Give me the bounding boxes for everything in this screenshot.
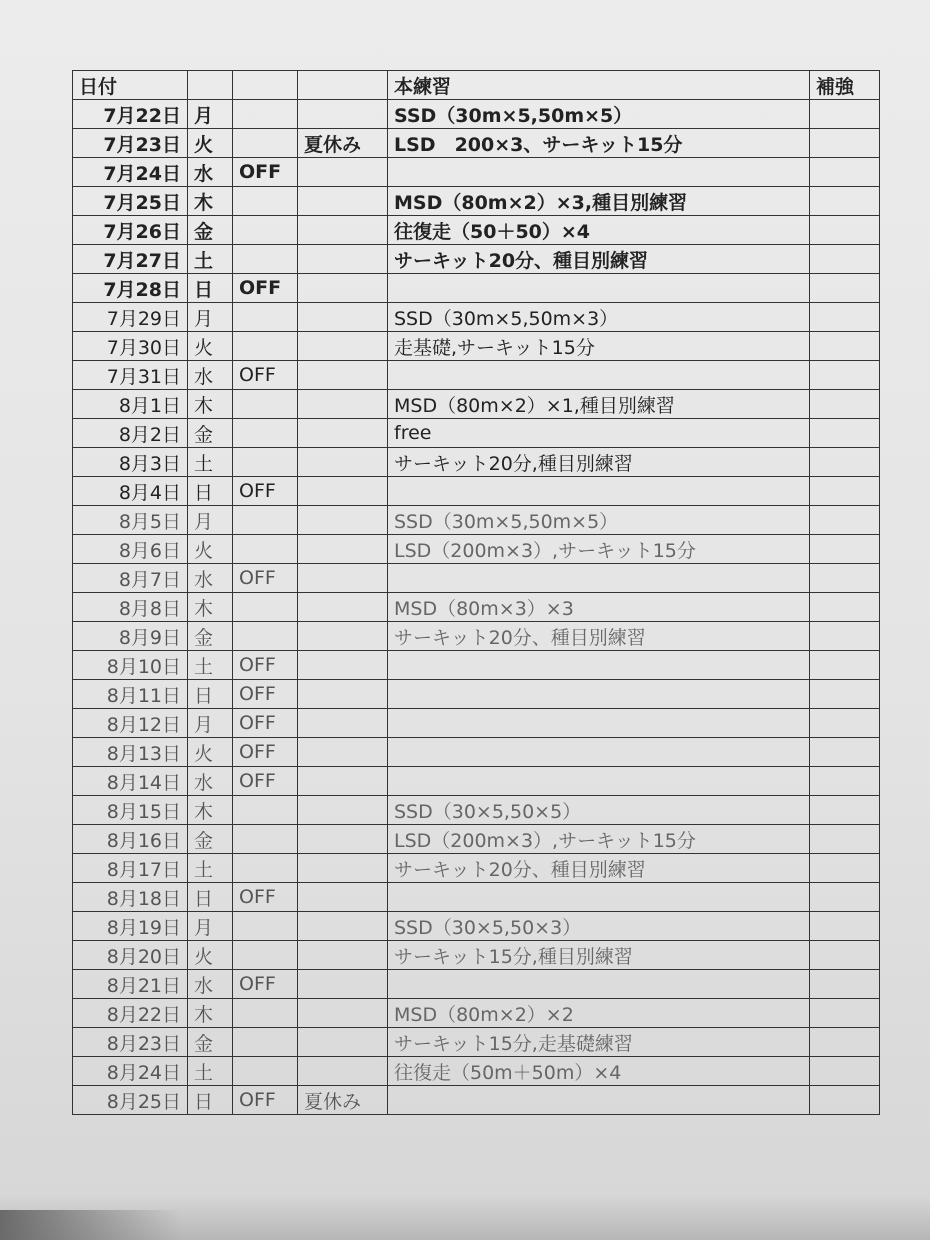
row-off-mark: OFF	[233, 651, 298, 680]
row-off-mark	[233, 129, 298, 158]
row-note	[298, 332, 388, 361]
row-off-mark: OFF	[233, 1086, 298, 1115]
row-date: 8月21日	[73, 970, 188, 999]
row-main-practice	[388, 767, 810, 796]
row-supplement	[810, 1057, 880, 1086]
row-main-practice: SSD（30m×5,50m×5）	[388, 506, 810, 535]
row-main-practice	[388, 970, 810, 999]
row-note	[298, 419, 388, 448]
row-note	[298, 216, 388, 245]
row-supplement	[810, 100, 880, 129]
row-note	[298, 564, 388, 593]
table-row	[73, 680, 880, 709]
row-main-practice: SSD（30×5,50×5）	[388, 796, 810, 825]
row-supplement	[810, 564, 880, 593]
row-supplement	[810, 332, 880, 361]
row-date: 7月28日	[73, 274, 188, 303]
table-row	[73, 564, 880, 593]
row-main-practice: SSD（30×5,50×3）	[388, 912, 810, 941]
row-supplement	[810, 448, 880, 477]
row-note: 夏休み	[298, 129, 388, 158]
row-note	[298, 738, 388, 767]
row-day: 水	[188, 361, 233, 390]
photo-corner-shadow	[0, 1210, 180, 1240]
row-date: 8月8日	[73, 593, 188, 622]
table-row	[73, 738, 880, 767]
row-main-practice	[388, 1086, 810, 1115]
row-note	[298, 709, 388, 738]
row-main-practice: LSD（200m×3）,サーキット15分	[388, 825, 810, 854]
row-day: 水	[188, 564, 233, 593]
row-off-mark	[233, 448, 298, 477]
header-row	[73, 71, 880, 100]
row-date: 8月4日	[73, 477, 188, 506]
row-day: 木	[188, 999, 233, 1028]
row-main-practice	[388, 158, 810, 187]
row-off-mark: OFF	[233, 709, 298, 738]
row-main-practice: サーキット15分,走基礎練習	[388, 1028, 810, 1057]
row-date: 8月5日	[73, 506, 188, 535]
row-day: 火	[188, 332, 233, 361]
table-row	[73, 883, 880, 912]
row-supplement	[810, 158, 880, 187]
row-date: 8月14日	[73, 767, 188, 796]
row-off-mark	[233, 535, 298, 564]
row-day: 火	[188, 941, 233, 970]
row-date: 8月20日	[73, 941, 188, 970]
row-supplement	[810, 303, 880, 332]
table-row	[73, 216, 880, 245]
row-day: 日	[188, 883, 233, 912]
row-date: 8月7日	[73, 564, 188, 593]
row-day: 火	[188, 129, 233, 158]
table-row	[73, 999, 880, 1028]
row-note	[298, 796, 388, 825]
row-supplement	[810, 680, 880, 709]
row-date: 8月15日	[73, 796, 188, 825]
row-main-practice: MSD（80m×3）×3	[388, 593, 810, 622]
row-date: 8月18日	[73, 883, 188, 912]
row-off-mark	[233, 796, 298, 825]
row-date: 8月9日	[73, 622, 188, 651]
row-main-practice: 往復走（50＋50）×4	[388, 216, 810, 245]
row-date: 8月23日	[73, 1028, 188, 1057]
header-main-practice: 本練習	[388, 71, 810, 100]
row-supplement	[810, 854, 880, 883]
row-note	[298, 970, 388, 999]
row-main-practice	[388, 361, 810, 390]
header-note	[298, 71, 388, 100]
row-main-practice: SSD（30m×5,50m×5）	[388, 100, 810, 129]
table-row	[73, 419, 880, 448]
table-row	[73, 854, 880, 883]
row-note	[298, 680, 388, 709]
row-off-mark	[233, 506, 298, 535]
row-day: 金	[188, 622, 233, 651]
row-day: 土	[188, 245, 233, 274]
header-supplement: 補強	[810, 71, 880, 100]
row-date: 7月27日	[73, 245, 188, 274]
table-row	[73, 158, 880, 187]
row-day: 金	[188, 1028, 233, 1057]
row-off-mark	[233, 854, 298, 883]
header-off	[233, 71, 298, 100]
row-note	[298, 448, 388, 477]
row-off-mark	[233, 303, 298, 332]
row-off-mark	[233, 622, 298, 651]
table-row	[73, 129, 880, 158]
row-supplement	[810, 477, 880, 506]
row-note	[298, 506, 388, 535]
row-supplement	[810, 622, 880, 651]
row-supplement	[810, 825, 880, 854]
row-date: 7月26日	[73, 216, 188, 245]
row-main-practice	[388, 477, 810, 506]
row-main-practice	[388, 738, 810, 767]
row-main-practice: LSD 200×3、サーキット15分	[388, 129, 810, 158]
row-note	[298, 187, 388, 216]
row-main-practice	[388, 564, 810, 593]
row-supplement	[810, 651, 880, 680]
table-row	[73, 390, 880, 419]
row-main-practice	[388, 883, 810, 912]
row-day: 水	[188, 970, 233, 999]
row-off-mark: OFF	[233, 883, 298, 912]
row-main-practice: 往復走（50m＋50m）×4	[388, 1057, 810, 1086]
row-date: 7月22日	[73, 100, 188, 129]
row-main-practice: MSD（80m×2）×3,種目別練習	[388, 187, 810, 216]
row-off-mark	[233, 100, 298, 129]
row-date: 8月19日	[73, 912, 188, 941]
row-supplement	[810, 245, 880, 274]
row-date: 7月23日	[73, 129, 188, 158]
table-row	[73, 361, 880, 390]
table-row	[73, 535, 880, 564]
row-date: 7月25日	[73, 187, 188, 216]
row-main-practice: サーキット15分,種目別練習	[388, 941, 810, 970]
row-date: 7月30日	[73, 332, 188, 361]
row-note	[298, 825, 388, 854]
table-row	[73, 825, 880, 854]
row-off-mark: OFF	[233, 970, 298, 999]
row-main-practice: 走基礎,サーキット15分	[388, 332, 810, 361]
table-row	[73, 1057, 880, 1086]
row-supplement	[810, 1086, 880, 1115]
table-row	[73, 767, 880, 796]
row-off-mark	[233, 419, 298, 448]
row-main-practice	[388, 651, 810, 680]
row-supplement	[810, 941, 880, 970]
row-day: 月	[188, 100, 233, 129]
row-day: 金	[188, 825, 233, 854]
row-supplement	[810, 709, 880, 738]
row-supplement	[810, 506, 880, 535]
row-day: 木	[188, 796, 233, 825]
table-row	[73, 448, 880, 477]
row-supplement	[810, 129, 880, 158]
row-main-practice: free	[388, 419, 810, 448]
row-supplement	[810, 738, 880, 767]
row-date: 8月11日	[73, 680, 188, 709]
row-date: 8月17日	[73, 854, 188, 883]
row-note	[298, 303, 388, 332]
row-note	[298, 100, 388, 129]
table-row	[73, 187, 880, 216]
header-date: 日付	[73, 71, 188, 100]
row-supplement	[810, 216, 880, 245]
row-supplement	[810, 999, 880, 1028]
row-off-mark	[233, 332, 298, 361]
row-main-practice	[388, 274, 810, 303]
row-day: 日	[188, 274, 233, 303]
row-off-mark	[233, 216, 298, 245]
row-day: 火	[188, 738, 233, 767]
row-note	[298, 274, 388, 303]
row-off-mark	[233, 593, 298, 622]
row-date: 8月13日	[73, 738, 188, 767]
table-row	[73, 1028, 880, 1057]
row-day: 木	[188, 593, 233, 622]
row-main-practice: LSD（200m×3）,サーキット15分	[388, 535, 810, 564]
table-row	[73, 593, 880, 622]
row-off-mark: OFF	[233, 361, 298, 390]
table-row	[73, 970, 880, 999]
row-main-practice: サーキット20分,種目別練習	[388, 448, 810, 477]
row-date: 8月25日	[73, 1086, 188, 1115]
row-day: 水	[188, 158, 233, 187]
table-row	[73, 100, 880, 129]
row-off-mark	[233, 825, 298, 854]
row-date: 8月3日	[73, 448, 188, 477]
row-off-mark: OFF	[233, 680, 298, 709]
row-off-mark: OFF	[233, 738, 298, 767]
table-row	[73, 622, 880, 651]
row-note	[298, 245, 388, 274]
row-main-practice: SSD（30m×5,50m×3）	[388, 303, 810, 332]
row-supplement	[810, 883, 880, 912]
row-note	[298, 158, 388, 187]
row-main-practice	[388, 680, 810, 709]
row-note	[298, 593, 388, 622]
row-note	[298, 535, 388, 564]
row-main-practice: MSD（80m×2）×1,種目別練習	[388, 390, 810, 419]
row-date: 8月12日	[73, 709, 188, 738]
row-date: 7月31日	[73, 361, 188, 390]
row-main-practice: サーキット20分、種目別練習	[388, 622, 810, 651]
row-off-mark	[233, 1028, 298, 1057]
table-row	[73, 1086, 880, 1115]
row-date: 8月22日	[73, 999, 188, 1028]
row-day: 火	[188, 535, 233, 564]
row-note	[298, 999, 388, 1028]
row-day: 日	[188, 1086, 233, 1115]
row-day: 月	[188, 709, 233, 738]
header-day	[188, 71, 233, 100]
row-date: 8月2日	[73, 419, 188, 448]
row-date: 8月10日	[73, 651, 188, 680]
row-day: 日	[188, 477, 233, 506]
row-note	[298, 941, 388, 970]
row-note	[298, 854, 388, 883]
row-date: 8月16日	[73, 825, 188, 854]
row-supplement	[810, 912, 880, 941]
row-off-mark	[233, 941, 298, 970]
table-row	[73, 796, 880, 825]
row-main-practice: サーキット20分、種目別練習	[388, 854, 810, 883]
row-day: 土	[188, 854, 233, 883]
row-off-mark	[233, 390, 298, 419]
table-row	[73, 709, 880, 738]
table-row	[73, 274, 880, 303]
row-supplement	[810, 1028, 880, 1057]
row-off-mark	[233, 245, 298, 274]
row-supplement	[810, 796, 880, 825]
row-supplement	[810, 187, 880, 216]
row-date: 8月6日	[73, 535, 188, 564]
row-note	[298, 1057, 388, 1086]
row-off-mark: OFF	[233, 274, 298, 303]
practice-schedule-table	[72, 70, 880, 1115]
table-row	[73, 651, 880, 680]
row-note	[298, 767, 388, 796]
row-off-mark: OFF	[233, 477, 298, 506]
table-row	[73, 332, 880, 361]
row-off-mark	[233, 1057, 298, 1086]
row-day: 金	[188, 216, 233, 245]
table-row	[73, 245, 880, 274]
row-day: 月	[188, 912, 233, 941]
row-note	[298, 883, 388, 912]
row-supplement	[810, 970, 880, 999]
row-day: 木	[188, 187, 233, 216]
row-note	[298, 1028, 388, 1057]
row-day: 日	[188, 680, 233, 709]
row-off-mark: OFF	[233, 158, 298, 187]
row-day: 月	[188, 506, 233, 535]
row-main-practice	[388, 709, 810, 738]
row-off-mark: OFF	[233, 564, 298, 593]
row-note	[298, 477, 388, 506]
row-main-practice: MSD（80m×2）×2	[388, 999, 810, 1028]
row-supplement	[810, 419, 880, 448]
row-note	[298, 912, 388, 941]
row-note	[298, 622, 388, 651]
row-day: 水	[188, 767, 233, 796]
row-supplement	[810, 535, 880, 564]
row-off-mark	[233, 187, 298, 216]
row-off-mark: OFF	[233, 767, 298, 796]
row-supplement	[810, 361, 880, 390]
row-supplement	[810, 390, 880, 419]
row-day: 木	[188, 390, 233, 419]
row-day: 土	[188, 1057, 233, 1086]
row-day: 金	[188, 419, 233, 448]
row-date: 8月1日	[73, 390, 188, 419]
row-supplement	[810, 593, 880, 622]
row-day: 土	[188, 448, 233, 477]
row-note	[298, 361, 388, 390]
table-row	[73, 477, 880, 506]
row-off-mark	[233, 999, 298, 1028]
row-date: 8月24日	[73, 1057, 188, 1086]
row-day: 土	[188, 651, 233, 680]
table-row	[73, 941, 880, 970]
row-note: 夏休み	[298, 1086, 388, 1115]
row-note	[298, 651, 388, 680]
row-day: 月	[188, 303, 233, 332]
table-row	[73, 912, 880, 941]
table-row	[73, 506, 880, 535]
row-date: 7月24日	[73, 158, 188, 187]
row-supplement	[810, 767, 880, 796]
table-row	[73, 303, 880, 332]
row-main-practice: サーキット20分、種目別練習	[388, 245, 810, 274]
row-off-mark	[233, 912, 298, 941]
row-supplement	[810, 274, 880, 303]
row-date: 7月29日	[73, 303, 188, 332]
row-note	[298, 390, 388, 419]
